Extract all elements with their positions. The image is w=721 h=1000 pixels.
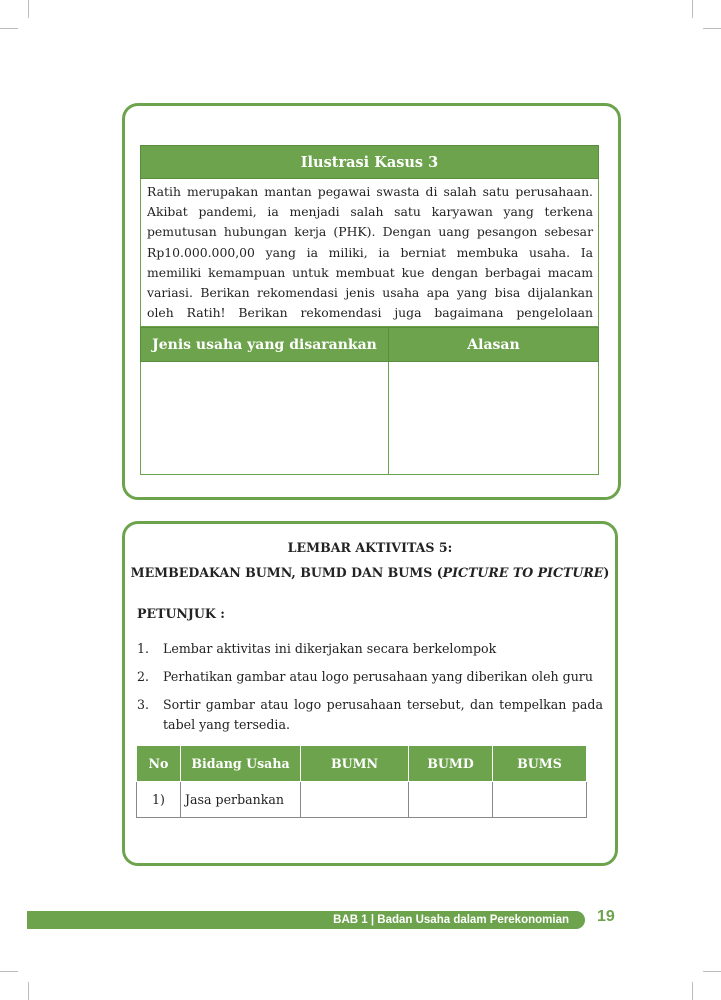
crop-mark xyxy=(0,971,18,972)
header-alasan: Alasan xyxy=(389,328,599,362)
crop-mark xyxy=(28,982,29,1000)
header-bidang-usaha: Bidang Usaha xyxy=(181,746,301,782)
table-row xyxy=(137,782,587,818)
activity-title: LEMBAR AKTIVITAS 5: xyxy=(287,540,453,555)
row-bums-cell[interactable] xyxy=(493,782,587,818)
header-jenis-usaha: Jenis usaha yang disarankan xyxy=(141,328,389,362)
page-number: 19 xyxy=(597,908,615,925)
case-description: Ratih merupakan mantan pegawai swasta di salah satu perusahaan. Akibat pandemi, ia menjadi salah satu karyawan yang terkena pemutusan hubungan kerja (PHK). Dengan uang pesangon sebesar Rp10.000.000,00 yang ia miliki, ia berniat membuka usaha. Ia memiliki kemampuan untuk membuat kue dengan berbagai macam variasi. Berikan rekomendasi jenis usaha apa yang bisa dijalankan oleh Ratih! Berikan rekomendasi juga bagaimana pengelolaan xyxy=(140,179,599,327)
crop-mark xyxy=(692,982,693,1000)
case-title: Ilustrasi Kasus 3 xyxy=(140,145,599,179)
instructions-list xyxy=(137,639,603,743)
recommendation-table xyxy=(140,327,599,475)
row-bumd-cell[interactable] xyxy=(409,782,493,818)
alasan-cell[interactable] xyxy=(389,362,599,475)
row-number: 1) xyxy=(137,782,181,818)
header-bumn: BUMN xyxy=(301,746,409,782)
list-item: 2. Perhatikan gambar atau logo perusahaan yang diberikan oleh guru xyxy=(137,669,593,684)
header-bumd: BUMD xyxy=(409,746,493,782)
header-no: No xyxy=(137,746,181,782)
crop-mark xyxy=(703,971,721,972)
crop-mark xyxy=(692,0,693,18)
row-bidang: Jasa perbankan xyxy=(181,782,301,818)
classification-table xyxy=(136,745,587,818)
footer-bar xyxy=(27,911,585,929)
jenis-usaha-cell[interactable] xyxy=(141,362,389,475)
crop-mark xyxy=(703,28,721,29)
crop-mark xyxy=(0,28,18,29)
row-bumn-cell[interactable] xyxy=(301,782,409,818)
crop-mark xyxy=(28,0,29,18)
list-item: 1. Lembar aktivitas ini dikerjakan secara berkelompok xyxy=(137,641,497,656)
list-item: 3. Sortir gambar atau logo perusahaan tersebut, dan tempelkan pada tabel yang tersedia. xyxy=(137,697,603,732)
instructions-heading: PETUNJUK : xyxy=(137,606,225,621)
header-bums: BUMS xyxy=(493,746,587,782)
footer-chapter: BAB 1 | Badan Usaha dalam Perekonomian xyxy=(333,914,569,926)
activity-subtitle: MEMBEDAKAN BUMN, BUMD DAN BUMS (PICTURE TO PICTURE) xyxy=(130,565,610,580)
